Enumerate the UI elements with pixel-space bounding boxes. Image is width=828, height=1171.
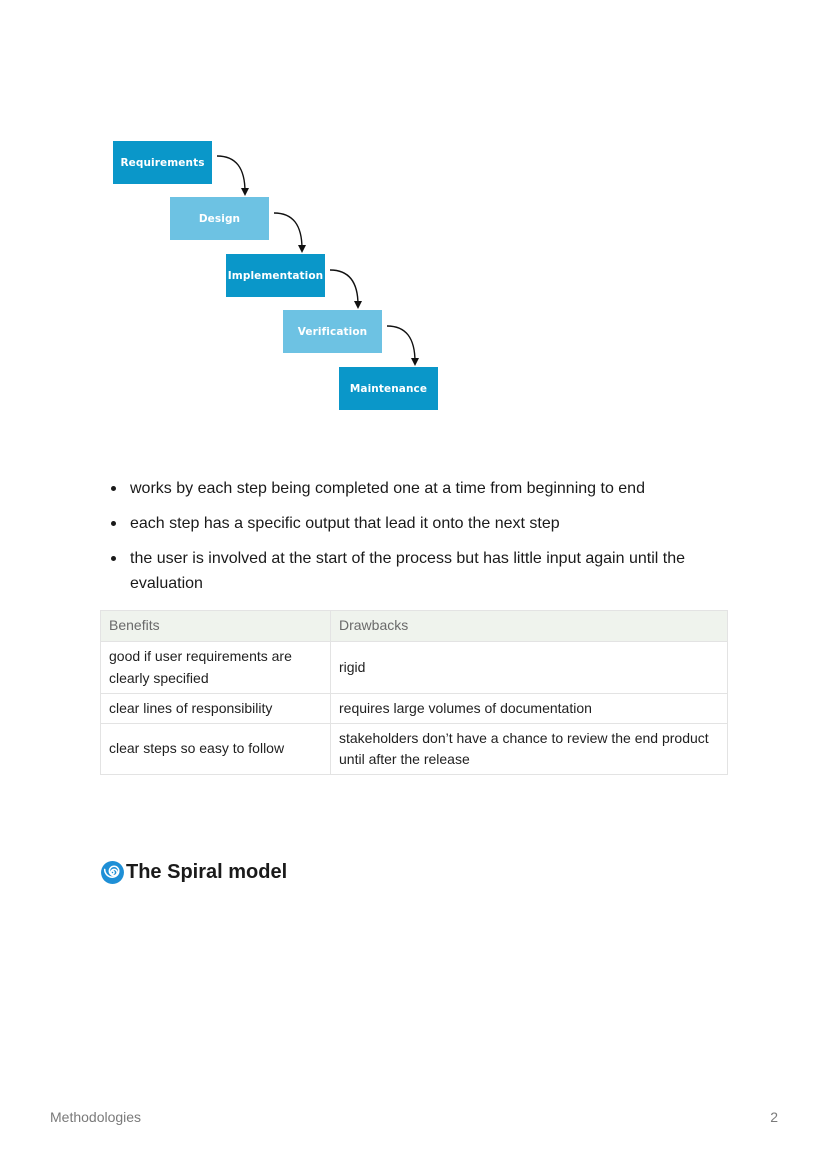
section-heading (100, 860, 287, 885)
table-row (101, 724, 728, 775)
section-heading-text: The Spiral model (126, 861, 288, 883)
drawback-cell: stakeholders don’t have a chance to review the end product until after the release (331, 724, 728, 775)
header-drawbacks: Drawbacks (331, 611, 728, 642)
table-header-row (101, 611, 728, 642)
flow-arrows (0, 0, 828, 440)
arrow-4 (387, 326, 415, 362)
table-row (101, 642, 728, 694)
spiral-icon (100, 860, 125, 885)
arrow-2 (274, 213, 302, 249)
drawback-cell: requires large volumes of documentation (331, 694, 728, 724)
page-number: 2 (770, 1109, 778, 1125)
step-design: Design (170, 197, 269, 240)
drawback-cell: rigid (331, 642, 728, 694)
arrow-3 (330, 270, 358, 305)
list-item: each step has a specific output that lead it onto the next step (108, 511, 728, 536)
benefit-cell: clear lines of responsibility (101, 694, 331, 724)
list-item: the user is involved at the start of the process but has little input again until the evaluation (108, 546, 728, 596)
step-implementation: Implementation (226, 254, 325, 297)
table-row (101, 694, 728, 724)
bullet-list (108, 476, 728, 606)
header-benefits: Benefits (101, 611, 331, 642)
benefit-cell: good if user requirements are clearly specified (101, 642, 331, 694)
benefits-drawbacks-table (100, 610, 728, 775)
arrow-1 (217, 156, 245, 192)
footer-title: Methodologies (50, 1109, 142, 1125)
list-item: works by each step being completed one at a time from beginning to end (108, 476, 728, 501)
benefit-cell: clear steps so easy to follow (101, 724, 331, 775)
step-maintenance: Maintenance (339, 367, 438, 410)
step-verification: Verification (283, 310, 382, 353)
step-requirements: Requirements (113, 141, 212, 184)
